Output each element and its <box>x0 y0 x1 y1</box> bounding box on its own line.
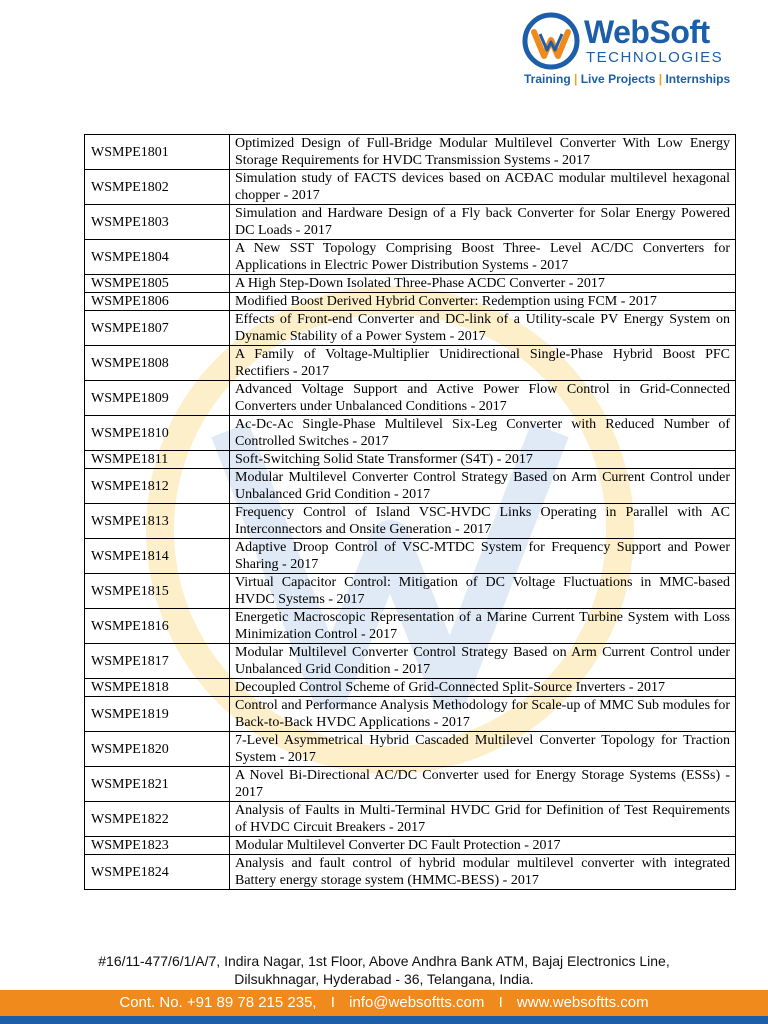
project-code: WSMPE1810 <box>85 416 230 451</box>
table-row <box>85 346 736 381</box>
project-title: Analysis of Faults in Multi-Terminal HVDC Grid for Definition of Test Requirements of HVDC Circuit Breakers - 2017 <box>230 802 736 837</box>
project-code: WSMPE1819 <box>85 697 230 732</box>
table-row <box>85 469 736 504</box>
brand-tagline <box>524 72 730 86</box>
contact-separator: I <box>498 994 503 1011</box>
project-code: WSMPE1803 <box>85 205 230 240</box>
project-title: Decoupled Control Scheme of Grid-Connected Split-Source Inverters - 2017 <box>230 679 736 697</box>
table-row <box>85 539 736 574</box>
project-code: WSMPE1804 <box>85 240 230 275</box>
project-code: WSMPE1808 <box>85 346 230 381</box>
contact-number: Cont. No. +91 89 78 215 235, <box>119 994 317 1011</box>
project-code: WSMPE1822 <box>85 802 230 837</box>
project-code: WSMPE1813 <box>85 504 230 539</box>
table-row <box>85 170 736 205</box>
brand-subtitle: TECHNOLOGIES <box>586 49 724 66</box>
project-code: WSMPE1820 <box>85 732 230 767</box>
footer-strip <box>0 1016 768 1024</box>
table-row <box>85 381 736 416</box>
contact-separator: I <box>330 994 335 1011</box>
tagline-separator: | <box>574 72 578 86</box>
address <box>0 952 768 988</box>
project-code: WSMPE1818 <box>85 679 230 697</box>
project-code: WSMPE1811 <box>85 451 230 469</box>
project-title: Frequency Control of Island VSC-HVDC Links Operating in Parallel with AC Interconnectors and Onsite Generation - 2017 <box>230 504 736 539</box>
table-row <box>85 679 736 697</box>
project-code: WSMPE1809 <box>85 381 230 416</box>
project-title: Modified Boost Derived Hybrid Converter: Redemption using FCM - 2017 <box>230 293 736 311</box>
table-row <box>85 574 736 609</box>
project-code: WSMPE1815 <box>85 574 230 609</box>
table-row <box>85 855 736 890</box>
project-code: WSMPE1807 <box>85 311 230 346</box>
brand-name: WebSoft <box>584 14 710 50</box>
project-title: Soft-Switching Solid State Transformer (S4T) - 2017 <box>230 451 736 469</box>
table-row <box>85 240 736 275</box>
table-row <box>85 504 736 539</box>
project-title: Control and Performance Analysis Methodology for Scale-up of MMC Sub modules for Back-to-Back HVDC Applications - 2017 <box>230 697 736 732</box>
project-code: WSMPE1823 <box>85 837 230 855</box>
project-title: Optimized Design of Full-Bridge Modular Multilevel Converter With Low Energy Storage Requirements for HVDC Transmission Systems - 2017 <box>230 135 736 170</box>
project-code: WSMPE1821 <box>85 767 230 802</box>
project-list-body <box>85 135 736 890</box>
contact-website[interactable]: www.websoftts.com <box>516 994 649 1011</box>
table-row <box>85 609 736 644</box>
project-title: Adaptive Droop Control of VSC-MTDC System for Frequency Support and Power Sharing - 2017 <box>230 539 736 574</box>
project-title: Simulation study of FACTS devices based on ACĐAC modular multilevel hexagonal chopper - 2017 <box>230 170 736 205</box>
table-row <box>85 275 736 293</box>
project-code: WSMPE1824 <box>85 855 230 890</box>
tagline-live-projects: Live Projects <box>580 72 656 86</box>
project-title: Analysis and fault control of hybrid modular multilevel converter with integrated Battery energy storage system (HMMC-BESS) - 2017 <box>230 855 736 890</box>
project-code: WSMPE1814 <box>85 539 230 574</box>
project-code: WSMPE1812 <box>85 469 230 504</box>
project-list-table <box>84 134 736 890</box>
websoft-logo-icon <box>522 12 580 70</box>
table-row <box>85 802 736 837</box>
project-title: A New SST Topology Comprising Boost Three- Level AC/DC Converters for Applications in Electric Power Distribution Systems - 2017 <box>230 240 736 275</box>
project-title: Modular Multilevel Converter Control Strategy Based on Arm Current Control under Unbalanced Grid Condition - 2017 <box>230 469 736 504</box>
table-row <box>85 837 736 855</box>
contact-bar <box>0 990 768 1016</box>
project-title: Modular Multilevel Converter DC Fault Protection - 2017 <box>230 837 736 855</box>
project-title: Energetic Macroscopic Representation of a Marine Current Turbine System with Loss Minimization Control - 2017 <box>230 609 736 644</box>
project-code: WSMPE1817 <box>85 644 230 679</box>
project-code: WSMPE1806 <box>85 293 230 311</box>
project-title: A Novel Bi-Directional AC/DC Converter used for Energy Storage Systems (ESSs) - 2017 <box>230 767 736 802</box>
project-title: A Family of Voltage-Multiplier Unidirectional Single-Phase Hybrid Boost PFC Rectifiers - 2017 <box>230 346 736 381</box>
company-logo <box>522 12 732 90</box>
tagline-training: Training <box>524 72 571 86</box>
table-row <box>85 205 736 240</box>
project-title: Modular Multilevel Converter Control Strategy Based on Arm Current Control under Unbalanced Grid Condition - 2017 <box>230 644 736 679</box>
project-title: Simulation and Hardware Design of a Fly back Converter for Solar Energy Powered DC Loads - 2017 <box>230 205 736 240</box>
tagline-separator: | <box>658 72 663 86</box>
tagline-internships: Internships <box>665 72 731 86</box>
project-title: 7-Level Asymmetrical Hybrid Cascaded Multilevel Converter Topology for Traction System - 2017 <box>230 732 736 767</box>
project-code: WSMPE1805 <box>85 275 230 293</box>
table-row <box>85 293 736 311</box>
table-row <box>85 644 736 679</box>
project-code: WSMPE1802 <box>85 170 230 205</box>
project-title: Virtual Capacitor Control: Mitigation of DC Voltage Fluctuations in MMC-based HVDC Systems - 2017 <box>230 574 736 609</box>
table-row <box>85 451 736 469</box>
address-line: Dilsukhnagar, Hyderabad - 36, Telangana, India. <box>234 971 534 987</box>
contact-email[interactable]: info@websoftts.com <box>349 994 485 1011</box>
table-row <box>85 767 736 802</box>
table-row <box>85 416 736 451</box>
table-row <box>85 311 736 346</box>
table-row <box>85 697 736 732</box>
project-code: WSMPE1801 <box>85 135 230 170</box>
project-code: WSMPE1816 <box>85 609 230 644</box>
project-title: Effects of Front-end Converter and DC-link of a Utility-scale PV Energy System on Dynamic Stability of a Power System - 2017 <box>230 311 736 346</box>
table-row <box>85 732 736 767</box>
address-line: #16/11-477/6/1/A/7, Indira Nagar, 1st Floor, Above Andhra Bank ATM, Bajaj Electronics Line, <box>98 953 670 969</box>
project-title: Ac-Dc-Ac Single-Phase Multilevel Six-Leg Converter with Reduced Number of Controlled Switches - 2017 <box>230 416 736 451</box>
project-title: Advanced Voltage Support and Active Power Flow Control in Grid-Connected Converters under Unbalanced Conditions - 2017 <box>230 381 736 416</box>
table-row <box>85 135 736 170</box>
project-title: A High Step-Down Isolated Three-Phase ACDC Converter - 2017 <box>230 275 736 293</box>
